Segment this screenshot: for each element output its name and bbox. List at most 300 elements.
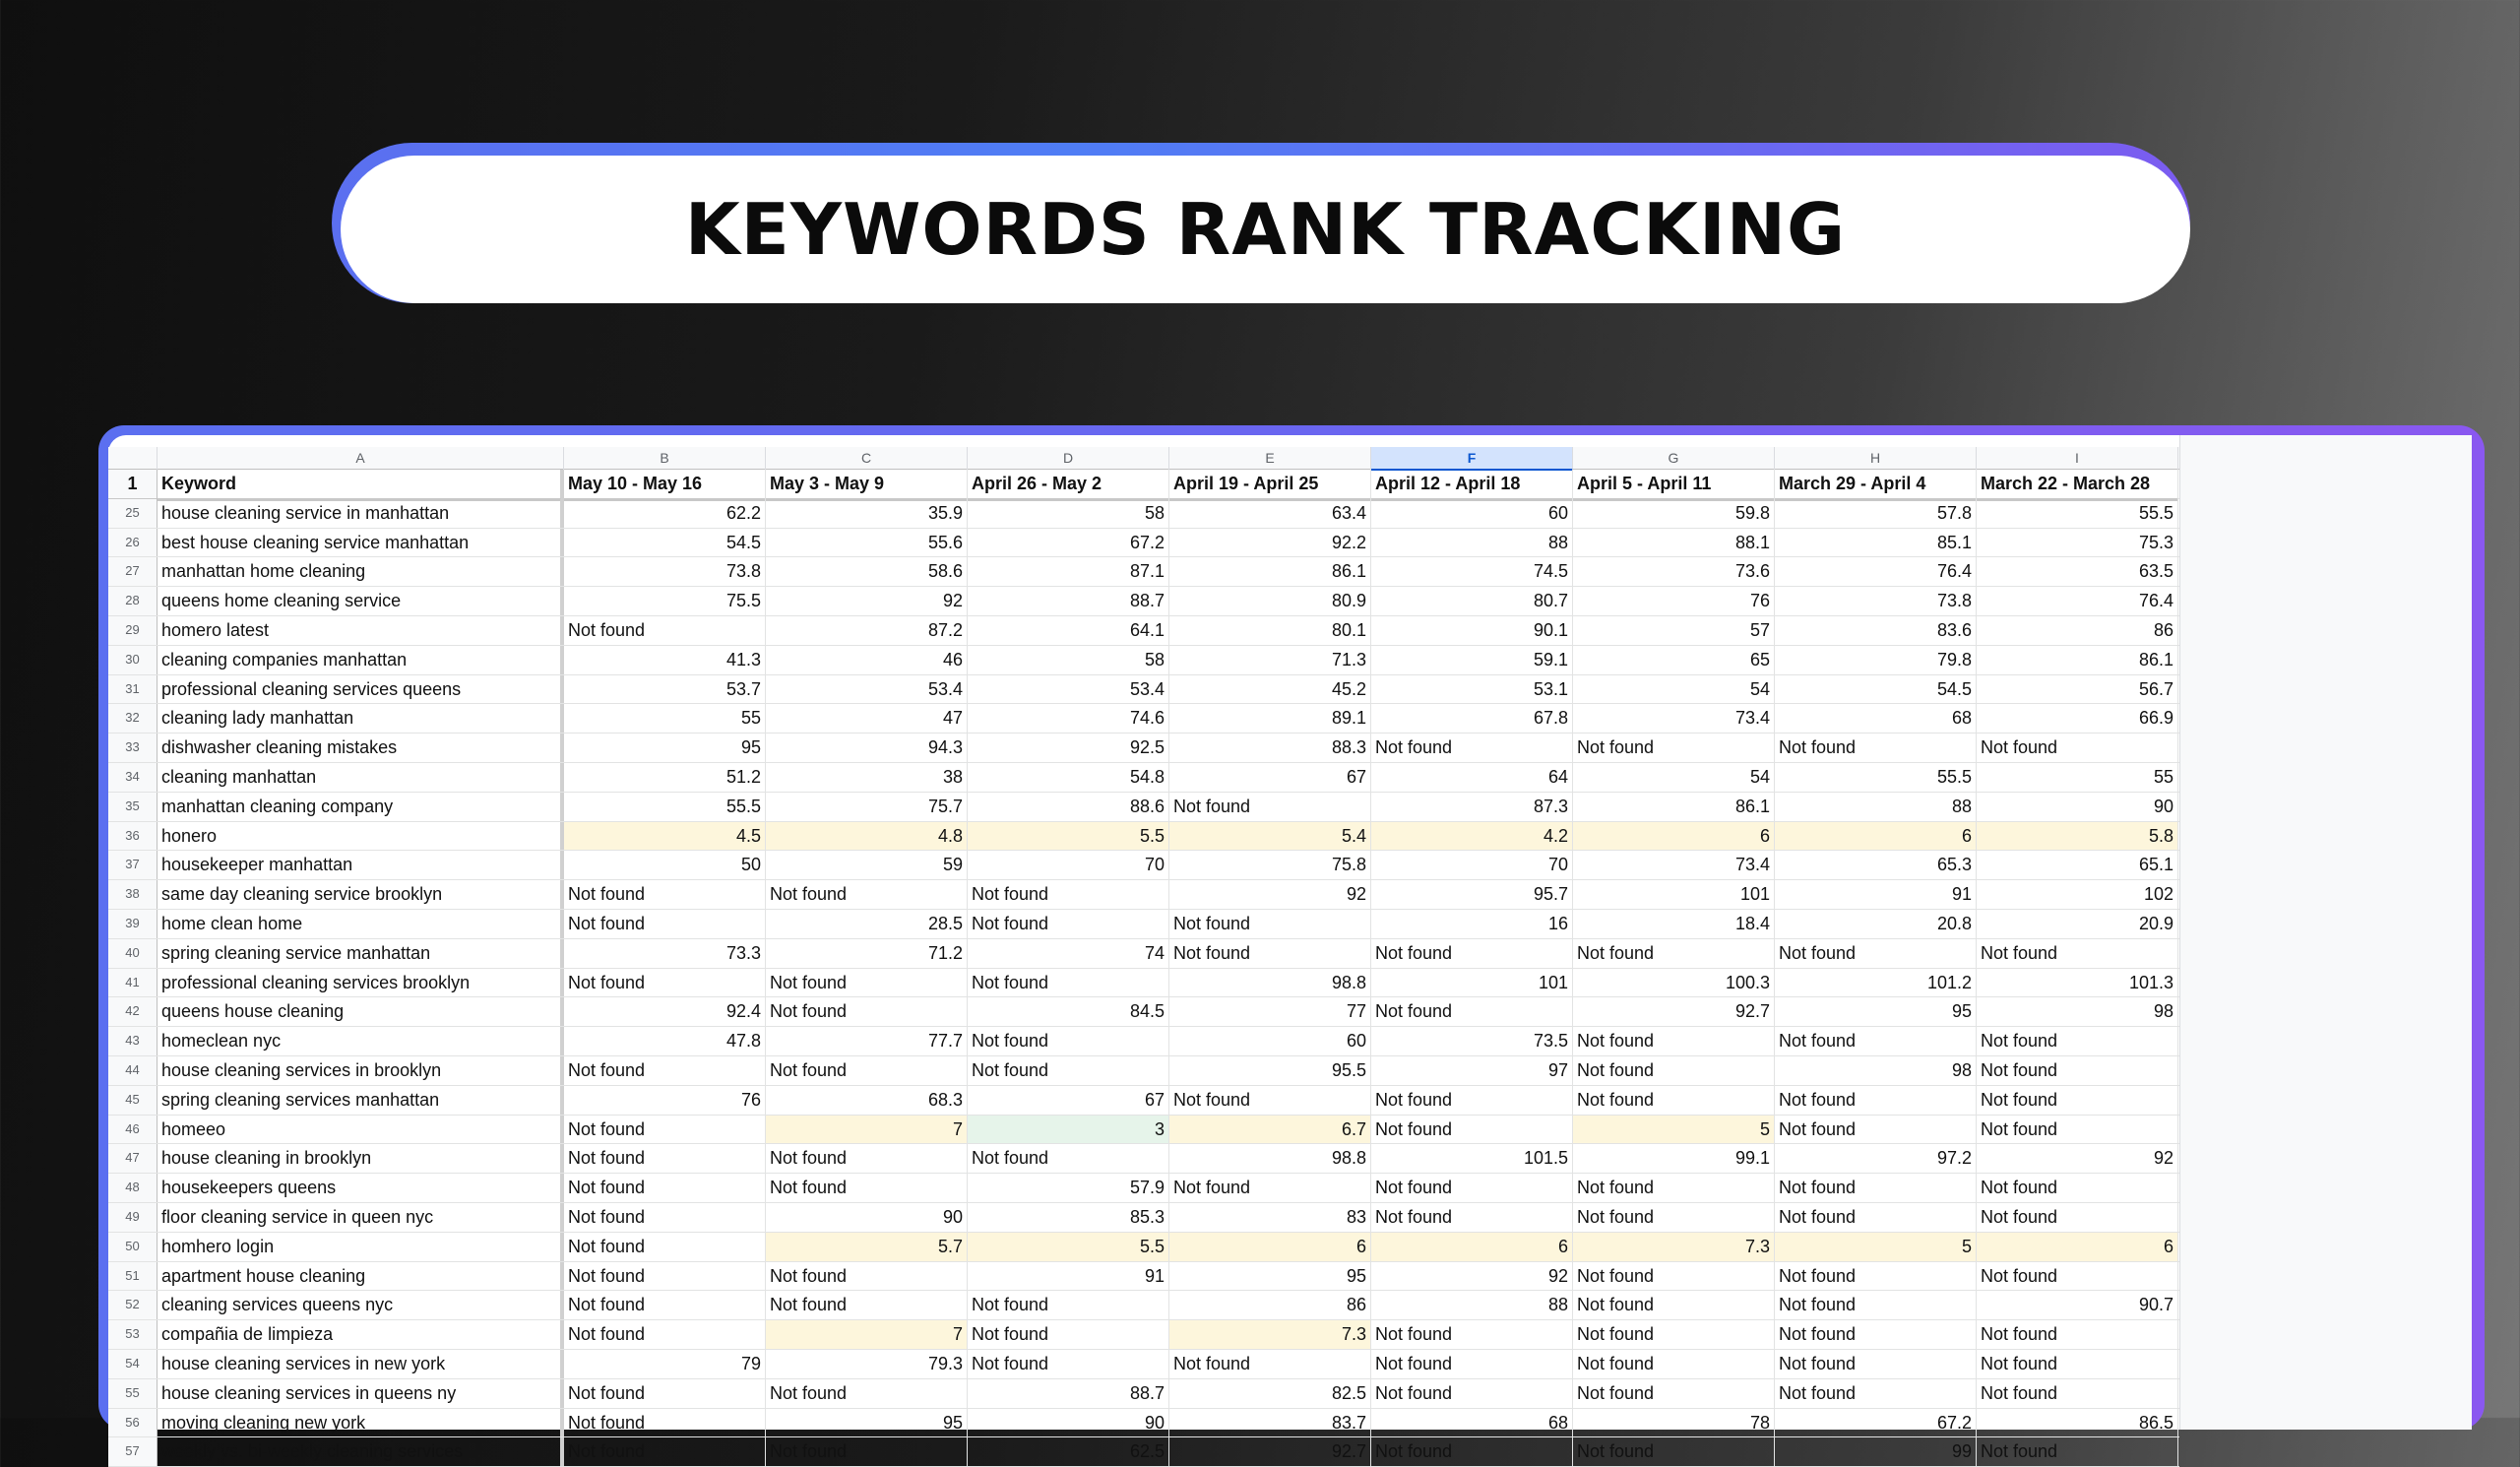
rank-cell[interactable]: 47.8 bbox=[564, 1027, 766, 1055]
spreadsheet[interactable] bbox=[108, 435, 2471, 1462]
rank-cell[interactable]: 57.8 bbox=[1775, 499, 1977, 528]
rank-cell[interactable]: 88.3 bbox=[1169, 734, 1371, 762]
rank-cell[interactable]: 76 bbox=[1573, 587, 1775, 615]
keyword-cell[interactable]: moving cleaning new york bbox=[158, 1409, 564, 1437]
rank-cell[interactable]: 5.5 bbox=[968, 822, 1169, 851]
column-header-keyword[interactable]: Keyword bbox=[158, 470, 564, 501]
rank-cell[interactable]: 73.5 bbox=[1371, 1027, 1573, 1055]
row-number[interactable]: 53 bbox=[108, 1320, 158, 1349]
row-number[interactable]: 30 bbox=[108, 646, 158, 674]
rank-cell[interactable]: 59 bbox=[766, 851, 968, 879]
column-header-week[interactable]: April 19 - April 25 bbox=[1169, 470, 1371, 501]
rank-cell[interactable]: Not found bbox=[1371, 1437, 1573, 1466]
keyword-cell[interactable]: apartment house cleaning bbox=[158, 1262, 564, 1291]
rank-cell[interactable]: 102 bbox=[1977, 880, 2178, 909]
rank-cell[interactable]: 97.2 bbox=[1775, 1144, 1977, 1173]
rank-cell[interactable]: Not found bbox=[1573, 1379, 1775, 1408]
rank-cell[interactable]: 90 bbox=[968, 1409, 1169, 1437]
rank-cell[interactable]: Not found bbox=[564, 1262, 766, 1291]
keyword-cell[interactable]: housekeeper manhattan bbox=[158, 851, 564, 879]
rank-cell[interactable]: 55.5 bbox=[564, 793, 766, 821]
rank-cell[interactable]: 98 bbox=[1977, 997, 2178, 1026]
rank-cell[interactable]: Not found bbox=[1977, 1437, 2178, 1466]
keyword-cell[interactable]: queens house cleaning bbox=[158, 997, 564, 1026]
rank-cell[interactable]: 75.7 bbox=[766, 793, 968, 821]
rank-cell[interactable]: 60 bbox=[1371, 499, 1573, 528]
keyword-cell[interactable]: cleaning lady manhattan bbox=[158, 704, 564, 733]
rank-cell[interactable]: Not found bbox=[1977, 734, 2178, 762]
rank-cell[interactable]: Not found bbox=[1573, 1291, 1775, 1319]
rank-cell[interactable]: 86.1 bbox=[1169, 557, 1371, 586]
rank-cell[interactable]: 67 bbox=[968, 1086, 1169, 1115]
rank-cell[interactable]: 87.3 bbox=[1371, 793, 1573, 821]
rank-cell[interactable]: Not found bbox=[1775, 1350, 1977, 1378]
rank-cell[interactable]: 62.2 bbox=[564, 499, 766, 528]
rank-cell[interactable]: 101.2 bbox=[1775, 969, 1977, 997]
rank-cell[interactable]: Not found bbox=[766, 1144, 968, 1173]
keyword-cell[interactable]: cleaning services queens nyc bbox=[158, 1291, 564, 1319]
rank-cell[interactable]: Not found bbox=[1573, 1320, 1775, 1349]
keyword-cell[interactable]: professional cleaning services queens bbox=[158, 675, 564, 704]
rank-cell[interactable]: Not found bbox=[1371, 1320, 1573, 1349]
keyword-cell[interactable]: cleaning companies manhattan bbox=[158, 646, 564, 674]
keyword-cell[interactable]: honero bbox=[158, 822, 564, 851]
rank-cell[interactable]: 67.8 bbox=[1371, 704, 1573, 733]
rank-cell[interactable]: 98.8 bbox=[1169, 1144, 1371, 1173]
rank-cell[interactable]: Not found bbox=[1371, 997, 1573, 1026]
rank-cell[interactable]: Not found bbox=[1169, 910, 1371, 938]
rank-cell[interactable]: 67 bbox=[1169, 763, 1371, 792]
rank-cell[interactable]: Not found bbox=[1977, 1086, 2178, 1115]
rank-cell[interactable]: 85.3 bbox=[968, 1203, 1169, 1232]
keyword-cell[interactable]: manhattan home cleaning bbox=[158, 557, 564, 586]
rank-cell[interactable]: 92.7 bbox=[1169, 1437, 1371, 1466]
rank-cell[interactable]: 76.4 bbox=[1775, 557, 1977, 586]
keyword-cell[interactable]: house cleaning in brooklyn bbox=[158, 1144, 564, 1173]
rank-cell[interactable]: Not found bbox=[564, 1320, 766, 1349]
rank-cell[interactable]: 4.5 bbox=[564, 822, 766, 851]
rank-cell[interactable]: 4.8 bbox=[766, 822, 968, 851]
row-number[interactable]: 48 bbox=[108, 1174, 158, 1202]
rank-cell[interactable]: 65 bbox=[1573, 646, 1775, 674]
rank-cell[interactable]: 59.8 bbox=[1573, 499, 1775, 528]
rank-cell[interactable]: 99 bbox=[1775, 1437, 1977, 1466]
rank-cell[interactable]: Not found bbox=[1371, 1116, 1573, 1144]
rank-cell[interactable]: Not found bbox=[766, 1291, 968, 1319]
rank-cell[interactable]: Not found bbox=[1573, 1262, 1775, 1291]
keyword-cell[interactable]: professional cleaning services brooklyn bbox=[158, 969, 564, 997]
keyword-cell[interactable]: home clean home bbox=[158, 910, 564, 938]
rank-cell[interactable]: 88 bbox=[1775, 793, 1977, 821]
rank-cell[interactable]: 87.1 bbox=[968, 557, 1169, 586]
rank-cell[interactable]: Not found bbox=[1169, 1174, 1371, 1202]
row-number[interactable]: 33 bbox=[108, 734, 158, 762]
rank-cell[interactable]: 88 bbox=[1371, 1291, 1573, 1319]
rank-cell[interactable]: Not found bbox=[1775, 1379, 1977, 1408]
row-number[interactable]: 26 bbox=[108, 529, 158, 557]
rank-cell[interactable]: 68 bbox=[1371, 1409, 1573, 1437]
rank-cell[interactable]: Not found bbox=[1977, 1379, 2178, 1408]
rank-cell[interactable]: Not found bbox=[1371, 1203, 1573, 1232]
rank-cell[interactable]: 89.1 bbox=[1169, 704, 1371, 733]
row-number[interactable]: 25 bbox=[108, 499, 158, 528]
rank-cell[interactable]: Not found bbox=[1775, 1262, 1977, 1291]
row-number[interactable]: 34 bbox=[108, 763, 158, 792]
column-header-week[interactable]: April 5 - April 11 bbox=[1573, 470, 1775, 501]
rank-cell[interactable]: 71.2 bbox=[766, 939, 968, 968]
rank-cell[interactable]: Not found bbox=[1775, 1320, 1977, 1349]
rank-cell[interactable]: Not found bbox=[1977, 1116, 2178, 1144]
rank-cell[interactable]: 6 bbox=[1169, 1233, 1371, 1261]
rank-cell[interactable]: 82.5 bbox=[1169, 1379, 1371, 1408]
row-number[interactable]: 37 bbox=[108, 851, 158, 879]
rank-cell[interactable]: 20.9 bbox=[1977, 910, 2178, 938]
rank-cell[interactable]: 45.2 bbox=[1169, 675, 1371, 704]
rank-cell[interactable]: 79.8 bbox=[1775, 646, 1977, 674]
rank-cell[interactable]: 85.1 bbox=[1775, 529, 1977, 557]
rank-cell[interactable]: Not found bbox=[766, 1056, 968, 1085]
rank-cell[interactable]: Not found bbox=[1775, 1116, 1977, 1144]
rank-cell[interactable]: 77.7 bbox=[766, 1027, 968, 1055]
rank-cell[interactable]: 55.5 bbox=[1775, 763, 1977, 792]
rank-cell[interactable]: 70 bbox=[968, 851, 1169, 879]
rank-cell[interactable]: 73.4 bbox=[1573, 704, 1775, 733]
rank-cell[interactable]: 7 bbox=[766, 1116, 968, 1144]
rank-cell[interactable]: 5.4 bbox=[1169, 822, 1371, 851]
rank-cell[interactable]: 57.9 bbox=[968, 1174, 1169, 1202]
column-header-week[interactable]: April 26 - May 2 bbox=[968, 470, 1169, 501]
row-number[interactable]: 1 bbox=[108, 470, 158, 501]
rank-cell[interactable]: 54.5 bbox=[564, 529, 766, 557]
rank-cell[interactable]: 3 bbox=[968, 1116, 1169, 1144]
rank-cell[interactable]: Not found bbox=[1775, 734, 1977, 762]
rank-cell[interactable]: Not found bbox=[766, 1437, 968, 1466]
rank-cell[interactable]: 58 bbox=[968, 499, 1169, 528]
column-header-week[interactable]: March 29 - April 4 bbox=[1775, 470, 1977, 501]
row-number[interactable]: 55 bbox=[108, 1379, 158, 1408]
column-letter-h[interactable]: H bbox=[1775, 447, 1977, 471]
rank-cell[interactable]: 86 bbox=[1977, 616, 2178, 645]
rank-cell[interactable]: Not found bbox=[1977, 1027, 2178, 1055]
rank-cell[interactable]: Not found bbox=[564, 1409, 766, 1437]
rank-cell[interactable]: 99.1 bbox=[1573, 1144, 1775, 1173]
rank-cell[interactable]: 84.5 bbox=[968, 997, 1169, 1026]
rank-cell[interactable]: Not found bbox=[1775, 1174, 1977, 1202]
rank-cell[interactable]: 92 bbox=[1169, 880, 1371, 909]
rank-cell[interactable]: 90 bbox=[766, 1203, 968, 1232]
rank-cell[interactable]: Not found bbox=[564, 1233, 766, 1261]
rank-cell[interactable]: Not found bbox=[1573, 939, 1775, 968]
rank-cell[interactable]: 65.1 bbox=[1977, 851, 2178, 879]
keyword-cell[interactable]: homhero login bbox=[158, 1233, 564, 1261]
rank-cell[interactable]: 75.3 bbox=[1977, 529, 2178, 557]
column-letter-g[interactable]: G bbox=[1573, 447, 1775, 471]
rank-cell[interactable]: Not found bbox=[1775, 1203, 1977, 1232]
rank-cell[interactable]: Not found bbox=[1573, 1437, 1775, 1466]
rank-cell[interactable]: Not found bbox=[1977, 1056, 2178, 1085]
row-number[interactable]: 43 bbox=[108, 1027, 158, 1055]
rank-cell[interactable]: 100.3 bbox=[1573, 969, 1775, 997]
rank-cell[interactable]: 55.5 bbox=[1977, 499, 2178, 528]
keyword-cell[interactable]: house cleaning services in queens ny bbox=[158, 1379, 564, 1408]
row-number[interactable]: 28 bbox=[108, 587, 158, 615]
rank-cell[interactable]: 92 bbox=[1977, 1144, 2178, 1173]
rank-cell[interactable]: Not found bbox=[564, 910, 766, 938]
rank-cell[interactable]: Not found bbox=[1977, 1174, 2178, 1202]
rank-cell[interactable]: 78 bbox=[1573, 1409, 1775, 1437]
keyword-cell[interactable]: homeclean nyc bbox=[158, 1027, 564, 1055]
rank-cell[interactable]: 5 bbox=[1775, 1233, 1977, 1261]
row-number[interactable]: 31 bbox=[108, 675, 158, 704]
rank-cell[interactable]: 51.2 bbox=[564, 763, 766, 792]
rank-cell[interactable]: 92.4 bbox=[564, 997, 766, 1026]
rank-cell[interactable]: 67.2 bbox=[968, 529, 1169, 557]
row-number[interactable]: 40 bbox=[108, 939, 158, 968]
rank-cell[interactable]: Not found bbox=[1573, 1174, 1775, 1202]
rank-cell[interactable]: Not found bbox=[1169, 1086, 1371, 1115]
rank-cell[interactable]: 54 bbox=[1573, 675, 1775, 704]
rank-cell[interactable]: 60 bbox=[1169, 1027, 1371, 1055]
rank-cell[interactable]: Not found bbox=[1977, 1262, 2178, 1291]
rank-cell[interactable]: 7.3 bbox=[1169, 1320, 1371, 1349]
rank-cell[interactable]: Not found bbox=[968, 969, 1169, 997]
rank-cell[interactable]: Not found bbox=[1371, 939, 1573, 968]
keyword-cell[interactable]: house cleaning service in manhattan bbox=[158, 499, 564, 528]
row-number[interactable]: 41 bbox=[108, 969, 158, 997]
rank-cell[interactable]: 94.3 bbox=[766, 734, 968, 762]
column-header-week[interactable]: May 10 - May 16 bbox=[564, 470, 766, 501]
column-letter-d[interactable]: D bbox=[968, 447, 1169, 471]
rank-cell[interactable]: Not found bbox=[564, 1379, 766, 1408]
keyword-cell[interactable]: queens home cleaning service bbox=[158, 587, 564, 615]
rank-cell[interactable]: 18.4 bbox=[1573, 910, 1775, 938]
rank-cell[interactable]: 73.8 bbox=[564, 557, 766, 586]
column-letter-b[interactable]: B bbox=[564, 447, 766, 471]
rank-cell[interactable]: 5 bbox=[1573, 1116, 1775, 1144]
rank-cell[interactable]: 53.4 bbox=[968, 675, 1169, 704]
rank-cell[interactable]: Not found bbox=[1977, 939, 2178, 968]
rank-cell[interactable]: 91 bbox=[968, 1262, 1169, 1291]
rank-cell[interactable]: 58.6 bbox=[766, 557, 968, 586]
rank-cell[interactable]: 64.1 bbox=[968, 616, 1169, 645]
rank-cell[interactable]: Not found bbox=[1573, 1203, 1775, 1232]
rank-cell[interactable]: 79.3 bbox=[766, 1350, 968, 1378]
rank-cell[interactable]: Not found bbox=[766, 1262, 968, 1291]
rank-cell[interactable]: Not found bbox=[564, 969, 766, 997]
rank-cell[interactable]: Not found bbox=[1169, 793, 1371, 821]
keyword-cell[interactable]: house cleaning services in new york bbox=[158, 1350, 564, 1378]
rank-cell[interactable]: 63.4 bbox=[1169, 499, 1371, 528]
rank-cell[interactable]: 20.8 bbox=[1775, 910, 1977, 938]
rank-cell[interactable]: 71.3 bbox=[1169, 646, 1371, 674]
rank-cell[interactable]: 75.5 bbox=[564, 587, 766, 615]
rank-cell[interactable]: Not found bbox=[1371, 734, 1573, 762]
column-letter-f[interactable]: F bbox=[1371, 447, 1573, 471]
row-number[interactable]: 29 bbox=[108, 616, 158, 645]
rank-cell[interactable]: Not found bbox=[968, 1320, 1169, 1349]
rank-cell[interactable]: 77 bbox=[1169, 997, 1371, 1026]
rank-cell[interactable]: 73.3 bbox=[564, 939, 766, 968]
rank-cell[interactable]: 86.1 bbox=[1573, 793, 1775, 821]
row-number[interactable]: 51 bbox=[108, 1262, 158, 1291]
rank-cell[interactable]: Not found bbox=[1775, 939, 1977, 968]
rank-cell[interactable]: 6 bbox=[1371, 1233, 1573, 1261]
rank-cell[interactable]: Not found bbox=[968, 1056, 1169, 1085]
rank-cell[interactable]: Not found bbox=[968, 1027, 1169, 1055]
rank-cell[interactable]: 80.1 bbox=[1169, 616, 1371, 645]
column-letter-e[interactable]: E bbox=[1169, 447, 1371, 471]
row-number[interactable]: 32 bbox=[108, 704, 158, 733]
rank-cell[interactable]: 88.6 bbox=[968, 793, 1169, 821]
rank-cell[interactable]: Not found bbox=[968, 880, 1169, 909]
keyword-cell[interactable]: floor cleaning service in queen nyc bbox=[158, 1203, 564, 1232]
rank-cell[interactable]: 92.2 bbox=[1169, 529, 1371, 557]
keyword-cell[interactable]: dishwasher cleaning mistakes bbox=[158, 734, 564, 762]
rank-cell[interactable]: 6 bbox=[1573, 822, 1775, 851]
rank-cell[interactable]: Not found bbox=[564, 1056, 766, 1085]
rank-cell[interactable]: 67.2 bbox=[1775, 1409, 1977, 1437]
rank-cell[interactable]: 88.1 bbox=[1573, 529, 1775, 557]
rank-cell[interactable]: 95 bbox=[1775, 997, 1977, 1026]
rank-cell[interactable]: 46 bbox=[766, 646, 968, 674]
rank-cell[interactable]: 66.9 bbox=[1977, 704, 2178, 733]
rank-cell[interactable]: Not found bbox=[968, 1291, 1169, 1319]
rank-cell[interactable]: Not found bbox=[1775, 1027, 1977, 1055]
rank-cell[interactable]: 92.5 bbox=[968, 734, 1169, 762]
rank-cell[interactable]: Not found bbox=[766, 997, 968, 1026]
keyword-cell[interactable]: compañia de limpieza bbox=[158, 1320, 564, 1349]
rank-cell[interactable]: 98.8 bbox=[1169, 969, 1371, 997]
rank-cell[interactable]: 54.8 bbox=[968, 763, 1169, 792]
rank-cell[interactable]: Not found bbox=[766, 1379, 968, 1408]
rank-cell[interactable]: 68 bbox=[1775, 704, 1977, 733]
rank-cell[interactable]: 92 bbox=[1371, 1262, 1573, 1291]
rank-cell[interactable]: 58 bbox=[968, 646, 1169, 674]
rank-cell[interactable]: 38 bbox=[766, 763, 968, 792]
row-number[interactable]: 46 bbox=[108, 1116, 158, 1144]
rank-cell[interactable]: 79 bbox=[564, 1350, 766, 1378]
rank-cell[interactable]: 6.7 bbox=[1169, 1116, 1371, 1144]
column-header-week[interactable]: May 3 - May 9 bbox=[766, 470, 968, 501]
keyword-cell[interactable]: spring cleaning services manhattan bbox=[158, 1086, 564, 1115]
rank-cell[interactable]: 86.1 bbox=[1977, 646, 2178, 674]
rank-cell[interactable]: 90.7 bbox=[1977, 1291, 2178, 1319]
rank-cell[interactable]: 5.8 bbox=[1977, 822, 2178, 851]
row-number[interactable]: 52 bbox=[108, 1291, 158, 1319]
rank-cell[interactable]: 55 bbox=[564, 704, 766, 733]
row-number[interactable]: 35 bbox=[108, 793, 158, 821]
row-number[interactable]: 45 bbox=[108, 1086, 158, 1115]
row-number[interactable]: 56 bbox=[108, 1409, 158, 1437]
keyword-cell[interactable]: homeeo bbox=[158, 1116, 564, 1144]
column-header-week[interactable]: April 12 - April 18 bbox=[1371, 470, 1573, 501]
rank-cell[interactable]: 59.1 bbox=[1371, 646, 1573, 674]
rank-cell[interactable]: 83.6 bbox=[1775, 616, 1977, 645]
keyword-cell[interactable]: best house cleaning service manhattan bbox=[158, 529, 564, 557]
rank-cell[interactable]: 74 bbox=[968, 939, 1169, 968]
rank-cell[interactable]: Not found bbox=[1977, 1320, 2178, 1349]
rank-cell[interactable]: Not found bbox=[1977, 1350, 2178, 1378]
rank-cell[interactable]: 80.9 bbox=[1169, 587, 1371, 615]
row-number[interactable]: 27 bbox=[108, 557, 158, 586]
rank-cell[interactable]: Not found bbox=[1169, 1350, 1371, 1378]
rank-cell[interactable]: 101 bbox=[1573, 880, 1775, 909]
rank-cell[interactable]: 86 bbox=[1169, 1291, 1371, 1319]
rank-cell[interactable]: 50 bbox=[564, 851, 766, 879]
rank-cell[interactable]: Not found bbox=[564, 1291, 766, 1319]
rank-cell[interactable]: 55.6 bbox=[766, 529, 968, 557]
rank-cell[interactable]: 73.4 bbox=[1573, 851, 1775, 879]
rank-cell[interactable]: Not found bbox=[564, 1144, 766, 1173]
rank-cell[interactable]: 101.3 bbox=[1977, 969, 2178, 997]
rank-cell[interactable]: 47 bbox=[766, 704, 968, 733]
rank-cell[interactable]: 88 bbox=[1371, 529, 1573, 557]
rank-cell[interactable]: 16 bbox=[1371, 910, 1573, 938]
rank-cell[interactable]: 76 bbox=[564, 1086, 766, 1115]
rank-cell[interactable]: 83 bbox=[1169, 1203, 1371, 1232]
rank-cell[interactable]: Not found bbox=[968, 910, 1169, 938]
rank-cell[interactable]: Not found bbox=[1371, 1174, 1573, 1202]
row-number[interactable]: 57 bbox=[108, 1437, 158, 1466]
keyword-cell[interactable]: same day cleaning service brooklyn bbox=[158, 880, 564, 909]
rank-cell[interactable]: 74.6 bbox=[968, 704, 1169, 733]
row-number[interactable]: 38 bbox=[108, 880, 158, 909]
rank-cell[interactable]: 92 bbox=[766, 587, 968, 615]
rank-cell[interactable]: 41.3 bbox=[564, 646, 766, 674]
rank-cell[interactable]: Not found bbox=[564, 1174, 766, 1202]
rank-cell[interactable]: 101.5 bbox=[1371, 1144, 1573, 1173]
rank-cell[interactable]: 28.5 bbox=[766, 910, 968, 938]
row-number[interactable]: 49 bbox=[108, 1203, 158, 1232]
rank-cell[interactable]: Not found bbox=[1977, 1203, 2178, 1232]
rank-cell[interactable]: 68.3 bbox=[766, 1086, 968, 1115]
rank-cell[interactable]: 75.8 bbox=[1169, 851, 1371, 879]
rank-cell[interactable]: 91 bbox=[1775, 880, 1977, 909]
rank-cell[interactable]: 70 bbox=[1371, 851, 1573, 879]
rank-cell[interactable]: 57 bbox=[1573, 616, 1775, 645]
rank-cell[interactable]: Not found bbox=[766, 880, 968, 909]
rank-cell[interactable]: 53.4 bbox=[766, 675, 968, 704]
rank-cell[interactable]: Not found bbox=[564, 880, 766, 909]
rank-cell[interactable]: 87.2 bbox=[766, 616, 968, 645]
row-number[interactable]: 54 bbox=[108, 1350, 158, 1378]
rank-cell[interactable]: Not found bbox=[1371, 1379, 1573, 1408]
rank-cell[interactable]: Not found bbox=[766, 1174, 968, 1202]
rank-cell[interactable]: 95 bbox=[766, 1409, 968, 1437]
rank-cell[interactable]: 62.5 bbox=[968, 1437, 1169, 1466]
rank-cell[interactable]: 101 bbox=[1371, 969, 1573, 997]
keyword-cell[interactable]: housekeepers queens bbox=[158, 1174, 564, 1202]
rank-cell[interactable]: 6 bbox=[1977, 1233, 2178, 1261]
rank-cell[interactable]: 95 bbox=[564, 734, 766, 762]
rank-cell[interactable]: 53.1 bbox=[1371, 675, 1573, 704]
column-letter-c[interactable]: C bbox=[766, 447, 968, 471]
rank-cell[interactable]: Not found bbox=[1573, 1086, 1775, 1115]
row-number[interactable]: 44 bbox=[108, 1056, 158, 1085]
rank-cell[interactable]: 65.3 bbox=[1775, 851, 1977, 879]
rank-cell[interactable]: 90.1 bbox=[1371, 616, 1573, 645]
rank-cell[interactable]: Not found bbox=[968, 1144, 1169, 1173]
rank-cell[interactable]: Not found bbox=[968, 1350, 1169, 1378]
rank-cell[interactable]: 98 bbox=[1775, 1056, 1977, 1085]
rank-cell[interactable]: 74.5 bbox=[1371, 557, 1573, 586]
rank-cell[interactable]: 4.2 bbox=[1371, 822, 1573, 851]
rank-cell[interactable]: 54.5 bbox=[1775, 675, 1977, 704]
rank-cell[interactable]: 54 bbox=[1573, 763, 1775, 792]
rank-cell[interactable]: 88.7 bbox=[968, 1379, 1169, 1408]
column-letter-a[interactable]: A bbox=[158, 447, 564, 471]
keyword-cell[interactable]: cleaning manhattan bbox=[158, 763, 564, 792]
